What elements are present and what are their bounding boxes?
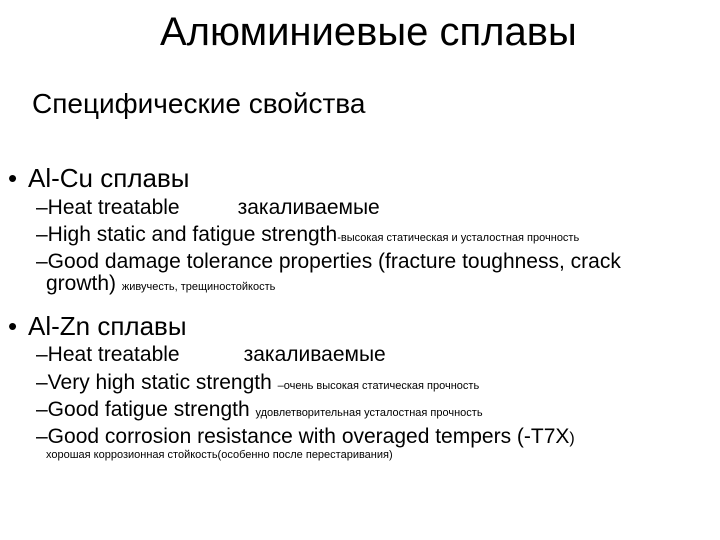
slide-title: Алюминиевые сплавы <box>160 10 577 54</box>
bullet-dot: • <box>8 311 18 341</box>
list-item <box>36 371 479 398</box>
item-en: –Heat treatable <box>36 343 180 366</box>
bullet-heading-al-zn: Al-Zn сплавы <box>28 311 187 341</box>
item-ru: закаливаемые <box>243 343 386 366</box>
item-ru: удовлетворительная усталостная прочность <box>255 407 483 419</box>
bullet-heading-al-cu: Al-Cu сплавы <box>28 163 190 193</box>
item-en-cont: growth) <box>46 272 117 295</box>
item-ru: живучесть, трещиностойкость <box>121 281 276 293</box>
list-item-continuation <box>46 272 275 299</box>
list-item <box>36 343 386 367</box>
list-item <box>36 223 579 250</box>
item-en: –Heat treatable <box>36 196 180 219</box>
list-item <box>36 196 380 220</box>
item-ru: хорошая коррозионная стойкость(особенно после перестаривания) <box>46 449 393 461</box>
item-en-close: ) <box>569 430 575 447</box>
item-ru: закаливаемые <box>237 196 380 219</box>
item-ru: –очень высокая статическая прочность <box>277 380 480 392</box>
item-en: –High static and fatigue strength <box>36 223 338 246</box>
item-en: –Good damage tolerance properties (fracture toughness, crack <box>36 250 621 273</box>
bullet-al-cu <box>8 162 189 194</box>
bullet-dot: • <box>8 163 18 193</box>
bullet-al-zn <box>8 310 187 342</box>
list-item <box>36 398 483 425</box>
list-item-continuation <box>46 448 393 462</box>
item-en: –Very high static strength <box>36 371 272 394</box>
item-en: –Good fatigue strength <box>36 398 250 421</box>
item-ru: -высокая статическая и усталостная прочность <box>337 232 580 244</box>
item-en: –Good corrosion resistance with overaged tempers (-T7X <box>36 425 570 448</box>
list-item <box>36 250 621 274</box>
slide-subtitle: Специфические свойства <box>32 88 366 119</box>
